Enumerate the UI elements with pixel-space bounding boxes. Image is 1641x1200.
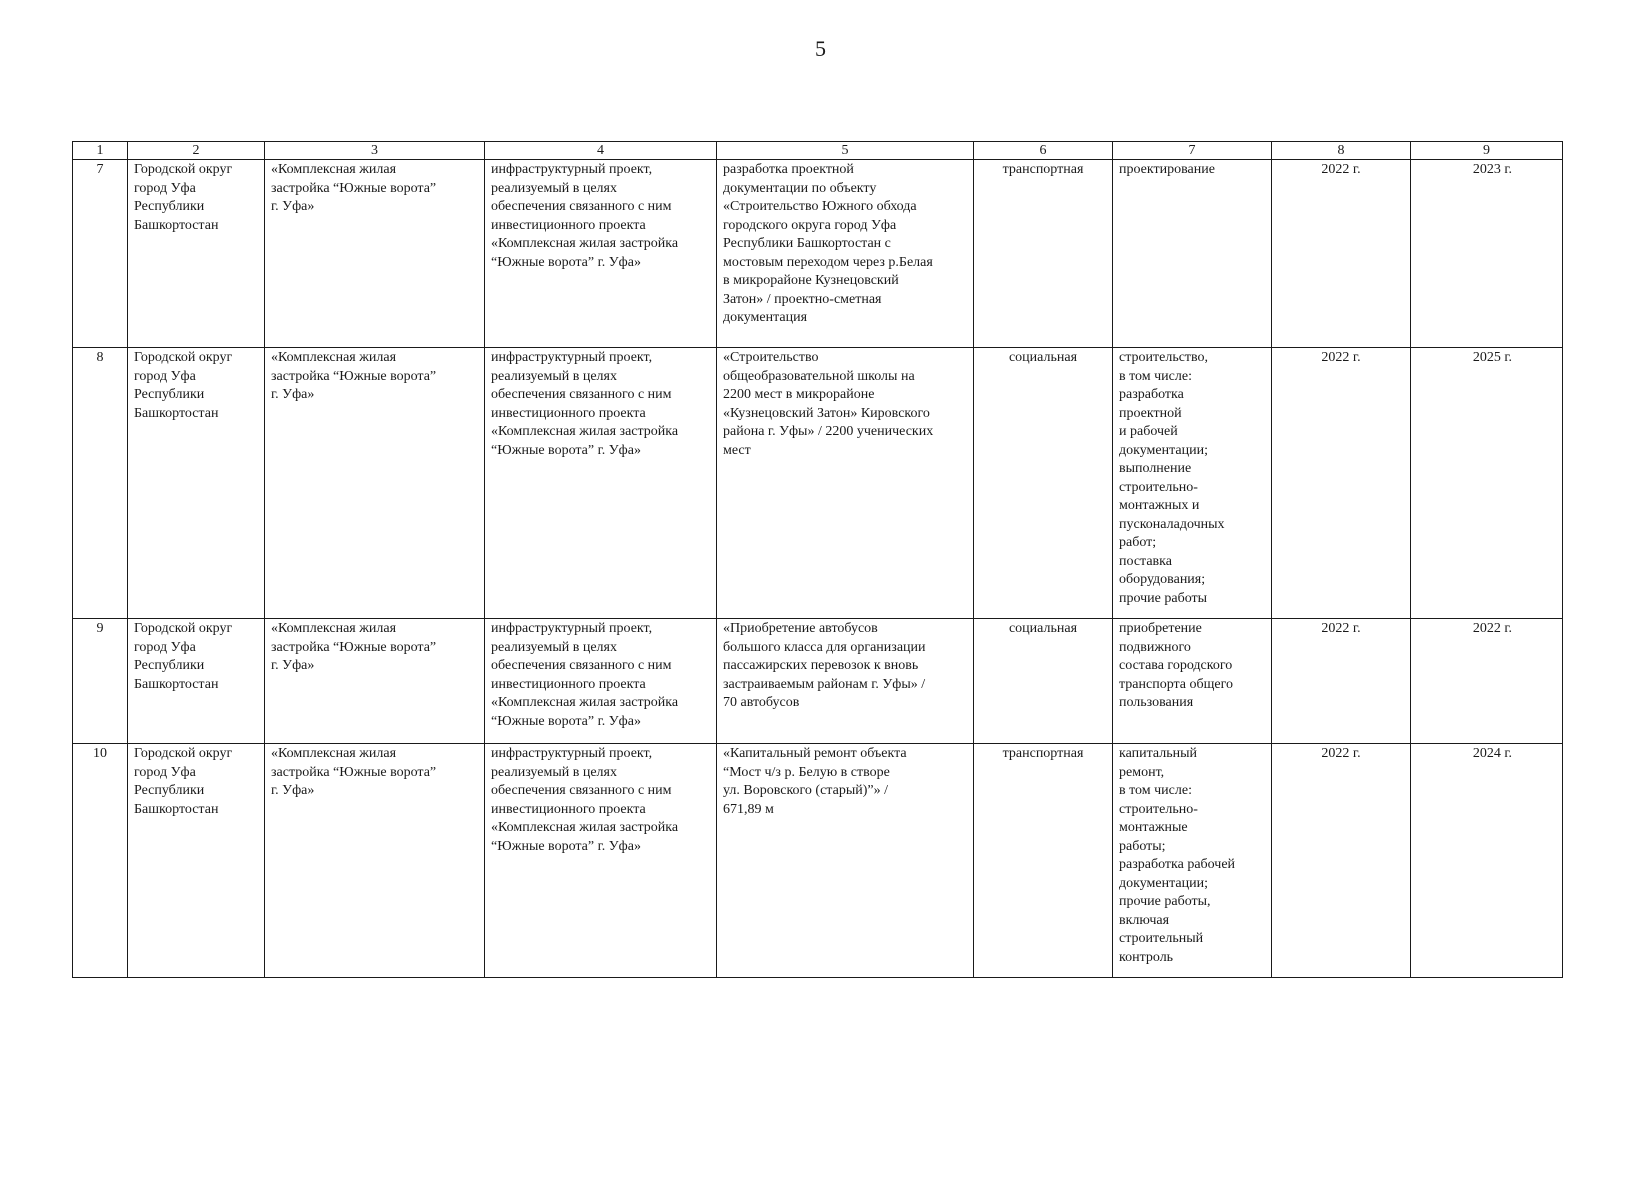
start-year-cell: 2022 г.	[1272, 348, 1411, 619]
header-cell: 2	[128, 142, 265, 160]
end-year-cell: 2022 г.	[1411, 619, 1563, 744]
header-cell: 7	[1113, 142, 1272, 160]
end-year-cell: 2025 г.	[1411, 348, 1563, 619]
project-cell: «Комплексная жилая застройка “Южные ворота” г. Уфа»	[265, 348, 485, 619]
infra-type-cell: социальная	[974, 348, 1113, 619]
work-type-cell: проектирование	[1113, 160, 1272, 348]
header-cell: 1	[73, 142, 128, 160]
header-cell: 8	[1272, 142, 1411, 160]
project-type-cell: инфраструктурный проект, реализуемый в целях обеспечения связанного с ним инвестиционного проекта «Комплексная жилая застройка “Южные ворота” г. Уфа»	[485, 619, 717, 744]
object-cell: разработка проектной документации по объекту «Строительство Южного обхода городского округа город Уфа Республики Башкортостан с мостовым переходом через р.Белая в микрорайоне Кузнецовский Затон» / проектно-сметная документация	[717, 160, 974, 348]
infra-type-cell: транспортная	[974, 744, 1113, 978]
header-cell: 3	[265, 142, 485, 160]
row-number: 9	[73, 619, 128, 744]
project-cell: «Комплексная жилая застройка “Южные ворота” г. Уфа»	[265, 160, 485, 348]
projects-table	[72, 141, 1563, 978]
header-cell: 4	[485, 142, 717, 160]
project-cell: «Комплексная жилая застройка “Южные ворота” г. Уфа»	[265, 619, 485, 744]
infra-type-cell: социальная	[974, 619, 1113, 744]
project-type-cell: инфраструктурный проект, реализуемый в целях обеспечения связанного с ним инвестиционного проекта «Комплексная жилая застройка “Южные ворота” г. Уфа»	[485, 160, 717, 348]
work-type-cell: капитальный ремонт, в том числе: строительно- монтажные работы; разработка рабочей документации; прочие работы, включая строительный контроль	[1113, 744, 1272, 978]
end-year-cell: 2023 г.	[1411, 160, 1563, 348]
object-cell: «Капитальный ремонт объекта “Мост ч/з р. Белую в створе ул. Воровского (старый)”» / 671,89 м	[717, 744, 974, 978]
start-year-cell: 2022 г.	[1272, 744, 1411, 978]
end-year-cell: 2024 г.	[1411, 744, 1563, 978]
infra-type-cell: транспортная	[974, 160, 1113, 348]
header-cell: 9	[1411, 142, 1563, 160]
table-row	[73, 744, 1563, 978]
row-number: 8	[73, 348, 128, 619]
table-row	[73, 619, 1563, 744]
row-number: 7	[73, 160, 128, 348]
object-cell: «Приобретение автобусов большого класса для организации пассажирских перевозок к вновь застраиваемым районам г. Уфы» / 70 автобусов	[717, 619, 974, 744]
row-number: 10	[73, 744, 128, 978]
page-number: 5	[815, 36, 826, 61]
project-cell: «Комплексная жилая застройка “Южные ворота” г. Уфа»	[265, 744, 485, 978]
subject-cell: Городской округ город Уфа Республики Башкортостан	[128, 744, 265, 978]
work-type-cell: строительство, в том числе: разработка проектной и рабочей документации; выполнение строительно- монтажных и пусконаладочных работ; поставка оборудования; прочие работы	[1113, 348, 1272, 619]
header-cell: 5	[717, 142, 974, 160]
project-type-cell: инфраструктурный проект, реализуемый в целях обеспечения связанного с ним инвестиционного проекта «Комплексная жилая застройка “Южные ворота” г. Уфа»	[485, 744, 717, 978]
start-year-cell: 2022 г.	[1272, 160, 1411, 348]
subject-cell: Городской округ город Уфа Республики Башкортостан	[128, 348, 265, 619]
project-type-cell: инфраструктурный проект, реализуемый в целях обеспечения связанного с ним инвестиционного проекта «Комплексная жилая застройка “Южные ворота” г. Уфа»	[485, 348, 717, 619]
table-header-row	[73, 142, 1563, 160]
header-cell: 6	[974, 142, 1113, 160]
table-row	[73, 348, 1563, 619]
subject-cell: Городской округ город Уфа Республики Башкортостан	[128, 160, 265, 348]
table-row	[73, 160, 1563, 348]
work-type-cell: приобретение подвижного состава городского транспорта общего пользования	[1113, 619, 1272, 744]
object-cell: «Строительство общеобразовательной школы на 2200 мест в микрорайоне «Кузнецовский Затон» Кировского района г. Уфы» / 2200 ученических мест	[717, 348, 974, 619]
subject-cell: Городской округ город Уфа Республики Башкортостан	[128, 619, 265, 744]
start-year-cell: 2022 г.	[1272, 619, 1411, 744]
